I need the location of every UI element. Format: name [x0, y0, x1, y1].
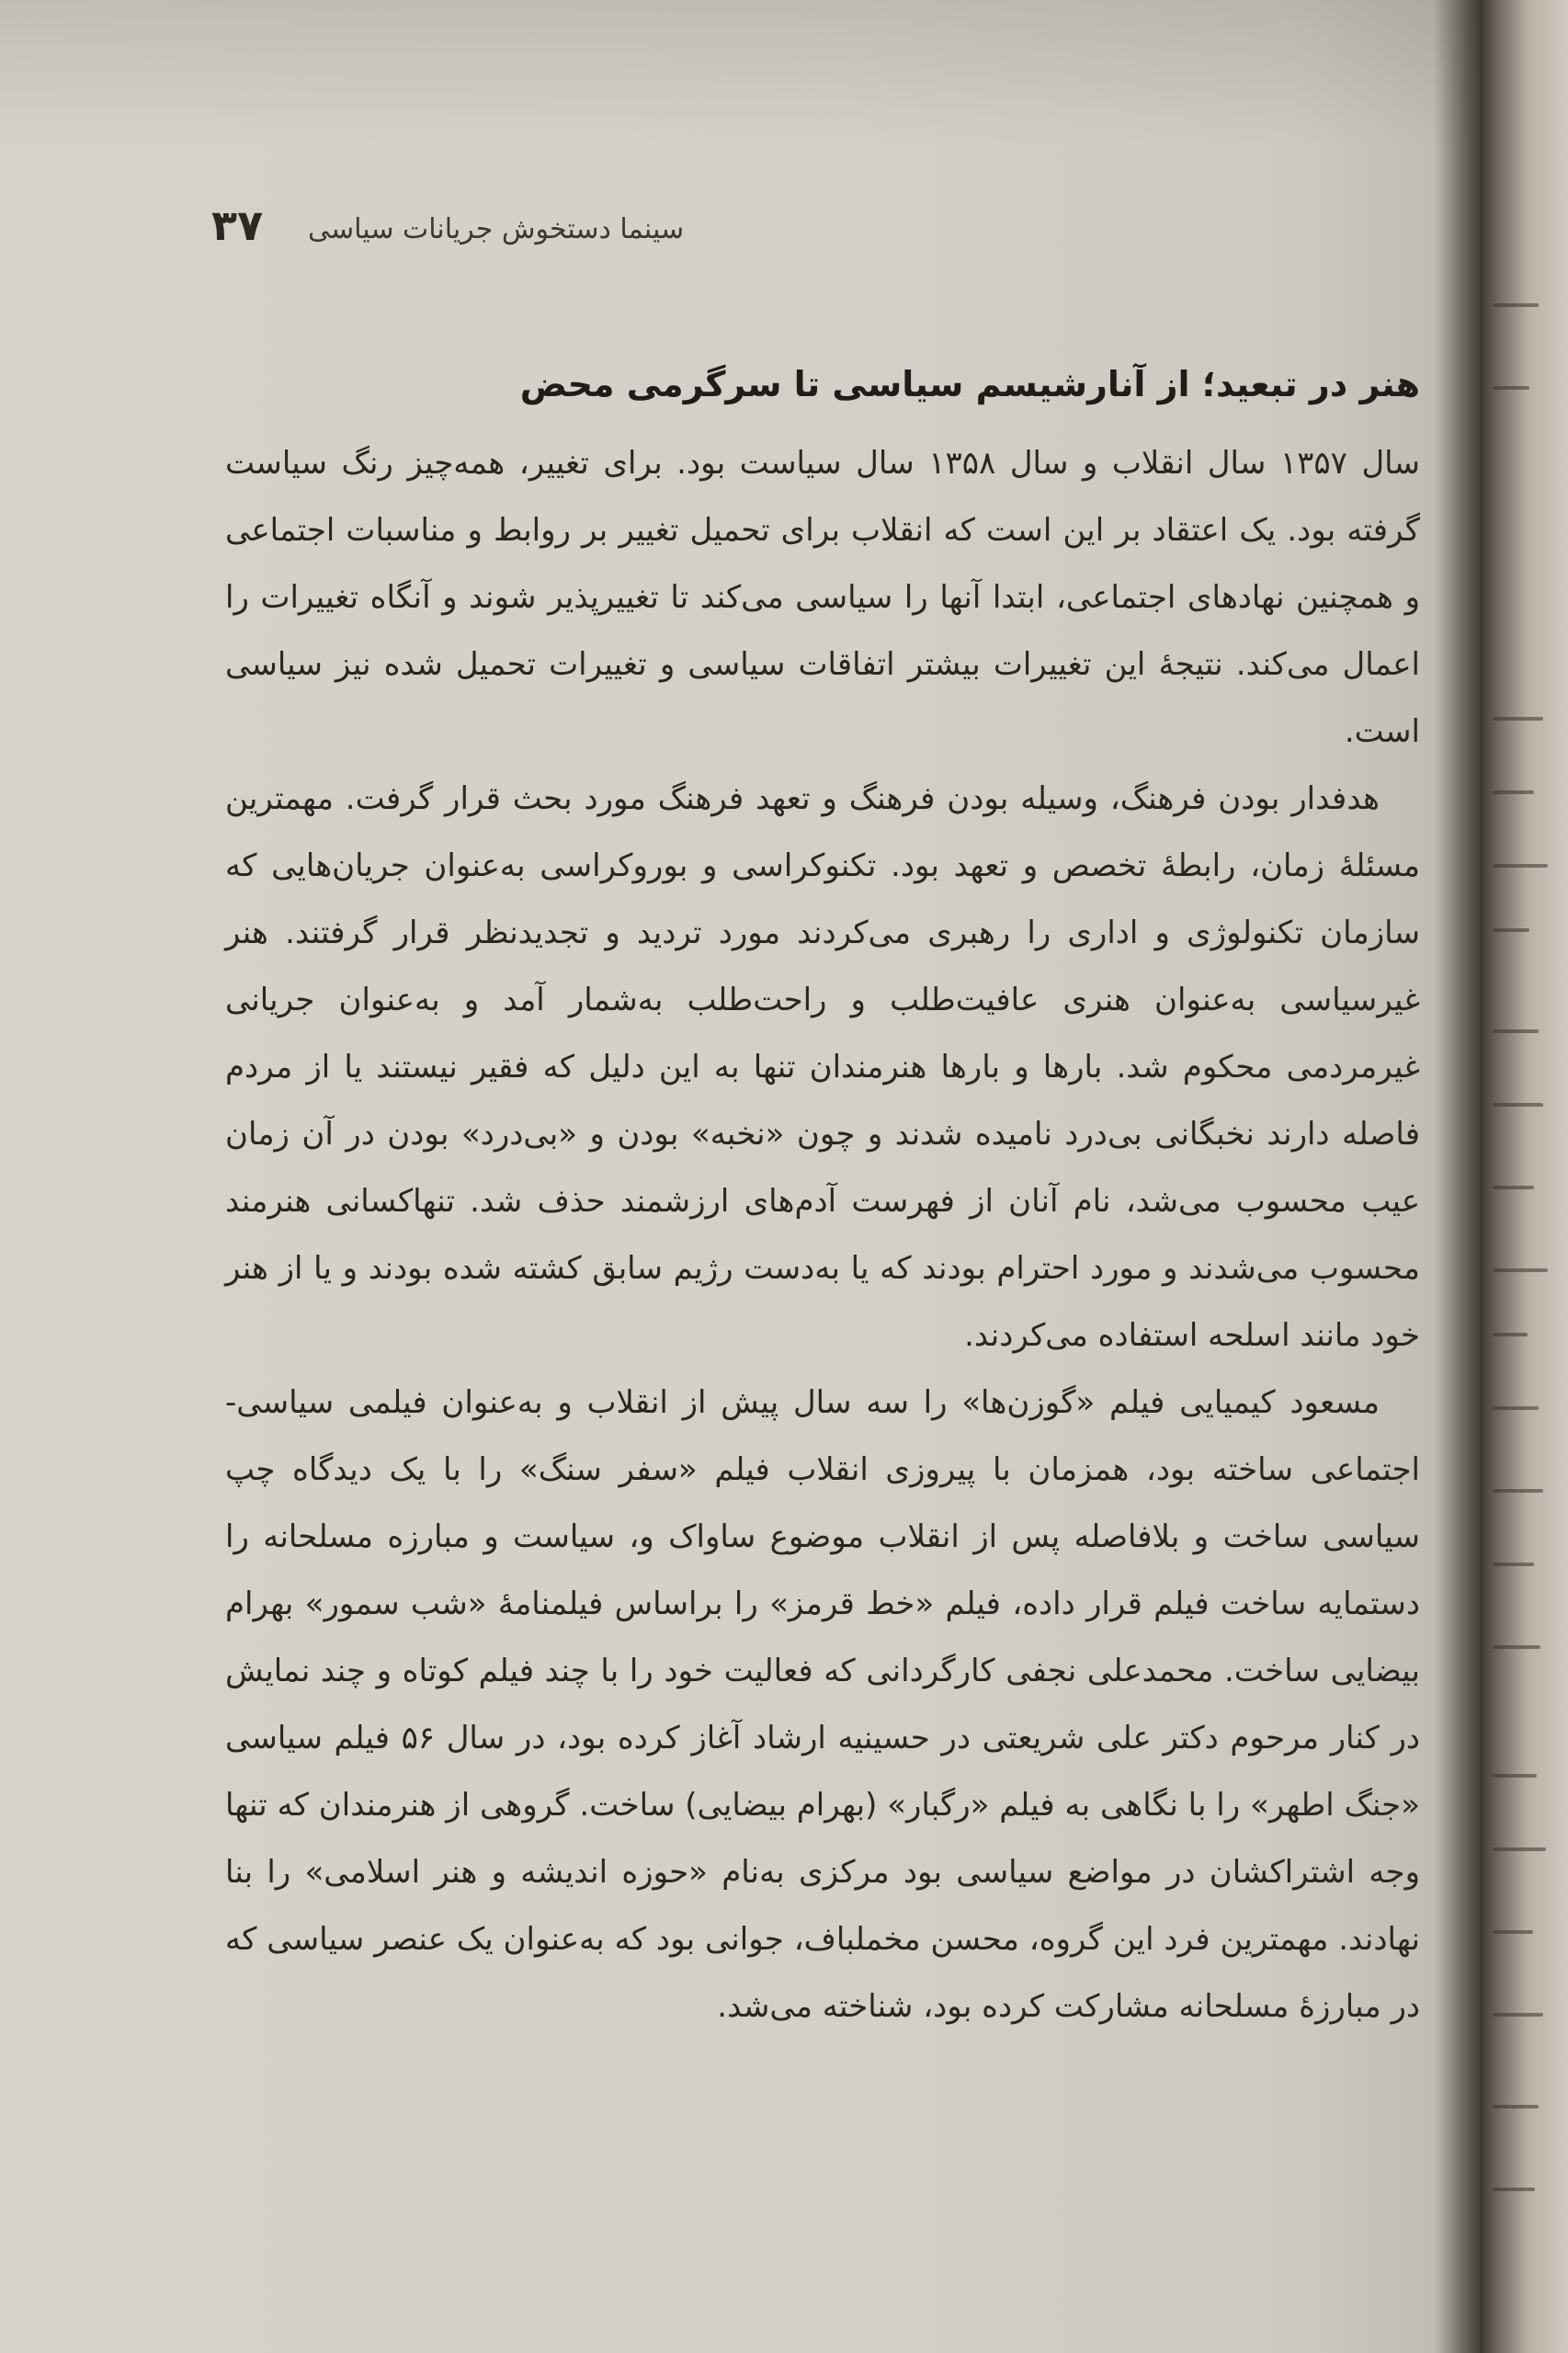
page-header — [202, 193, 754, 267]
running-title: سینما دستخوش جریانات سیاسی — [308, 213, 685, 245]
paragraph-2: هدفدار بودن فرهنگ، وسیله بودن فرهنگ و تعهد فرهنگ مورد بحث قرار گرفت. مهمترین مسئلهٔ زمان، رابطهٔ تخصص و تعهد بود. تکنوکراسی و بوروکراسی به‌عنوان جریان‌هایی که سازمان تکنولوژی و اداری را رهبری می‌کردند مورد تردید و تجدیدنظر قرار گرفتند. هنر غیرسیاسی به‌عنوان هنری عافیت‌طلب و راحت‌طلب به‌شمار آمد و به‌عنوان جریانی غیرمردمی محکوم شد. بارها و بارها هنرمندان تنها به این دلیل که فقیر نیستند یا از مردم فاصله دارند نخبگانی بی‌درد نامیده شدند و چون «نخبه» بودن و «بی‌درد» بودن در آن زمان عیب محسوب می‌شد، نام آنان از فهرست آدم‌های ارزشمند حذف شد. تنهاکسانی هنرمند محسوب می‌شدند و مورد احترام بودند که یا به‌دست رژیم سابق کشته شده بودند و یا از هنر خود مانند اسلحه استفاده می‌کردند. — [225, 780, 1420, 1354]
facing-page-edge — [1480, 0, 1568, 2353]
paragraph-1: سال ۱۳۵۷ سال انقلاب و سال ۱۳۵۸ سال سیاست بود. برای تغییر، همه‌چیز رنگ سیاست گرفته بود. یک اعتقاد بر این است که انقلاب برای تحمیل تغییر بر روابط و مناسبات اجتماعی و همچنین نهادهای اجتماعی، ابتدا آنها را سیاسی می‌کند تا تغییرپذیر شوند و آنگاه تغییرات را اعمال می‌کند. نتیجهٔ این تغییرات بیشتر اتفاقات سیاسی و تغییرات تحمیل شده نیز سیاسی است. — [225, 445, 1420, 750]
page-body — [225, 349, 1420, 2040]
section-heading: هنر در تبعید؛ از آنارشیسم سیاسی تا سرگرمی محض — [519, 364, 1420, 404]
paragraph-3: مسعود کیمیایی فیلم «گوزن‌ها» را سه سال پیش از انقلاب و به‌عنوان فیلمی سیاسی-اجتماعی ساخته بود، همزمان با پیروزی انقلاب فیلم «سفر سنگ» را با یک دیدگاه چپ سیاسی ساخت و بلافاصله پس از انقلاب موضوع ساواک و، سیاست و مبارزه مسلحانه را دستمایه ساخت فیلم قرار داده، فیلم «خط قرمز» را براساس فیلمنامهٔ «شب سمور» بهرام بیضایی ساخت. محمدعلی نجفی کارگردانی که فعالیت خود را با چند فیلم کوتاه و چند نمایش در کنار مرحوم دکتر علی شریعتی در حسینیه ارشاد آغاز کرده بود، در سال ۵۶ فیلم سیاسی «جنگ اطهر» را با نگاهی به فیلم «رگبار» (بهرام بیضایی) ساخت. گروهی از هنرمندان که تنها وجه اشتراکشان در مواضع سیاسی بود مرکزی به‌نام «حوزه اندیشه و هنر اسلامی» را بنا نهادند. مهمترین فرد این گروه، محسن مخملباف، جوانی بود که به‌عنوان یک عنصر سیاسی که در مبارزهٔ مسلحانه مشارکت کرده بود، شناخته می‌شد. — [225, 1384, 1421, 2025]
page-number: ۳۷ — [211, 200, 264, 250]
page-shadow — [0, 0, 1526, 147]
